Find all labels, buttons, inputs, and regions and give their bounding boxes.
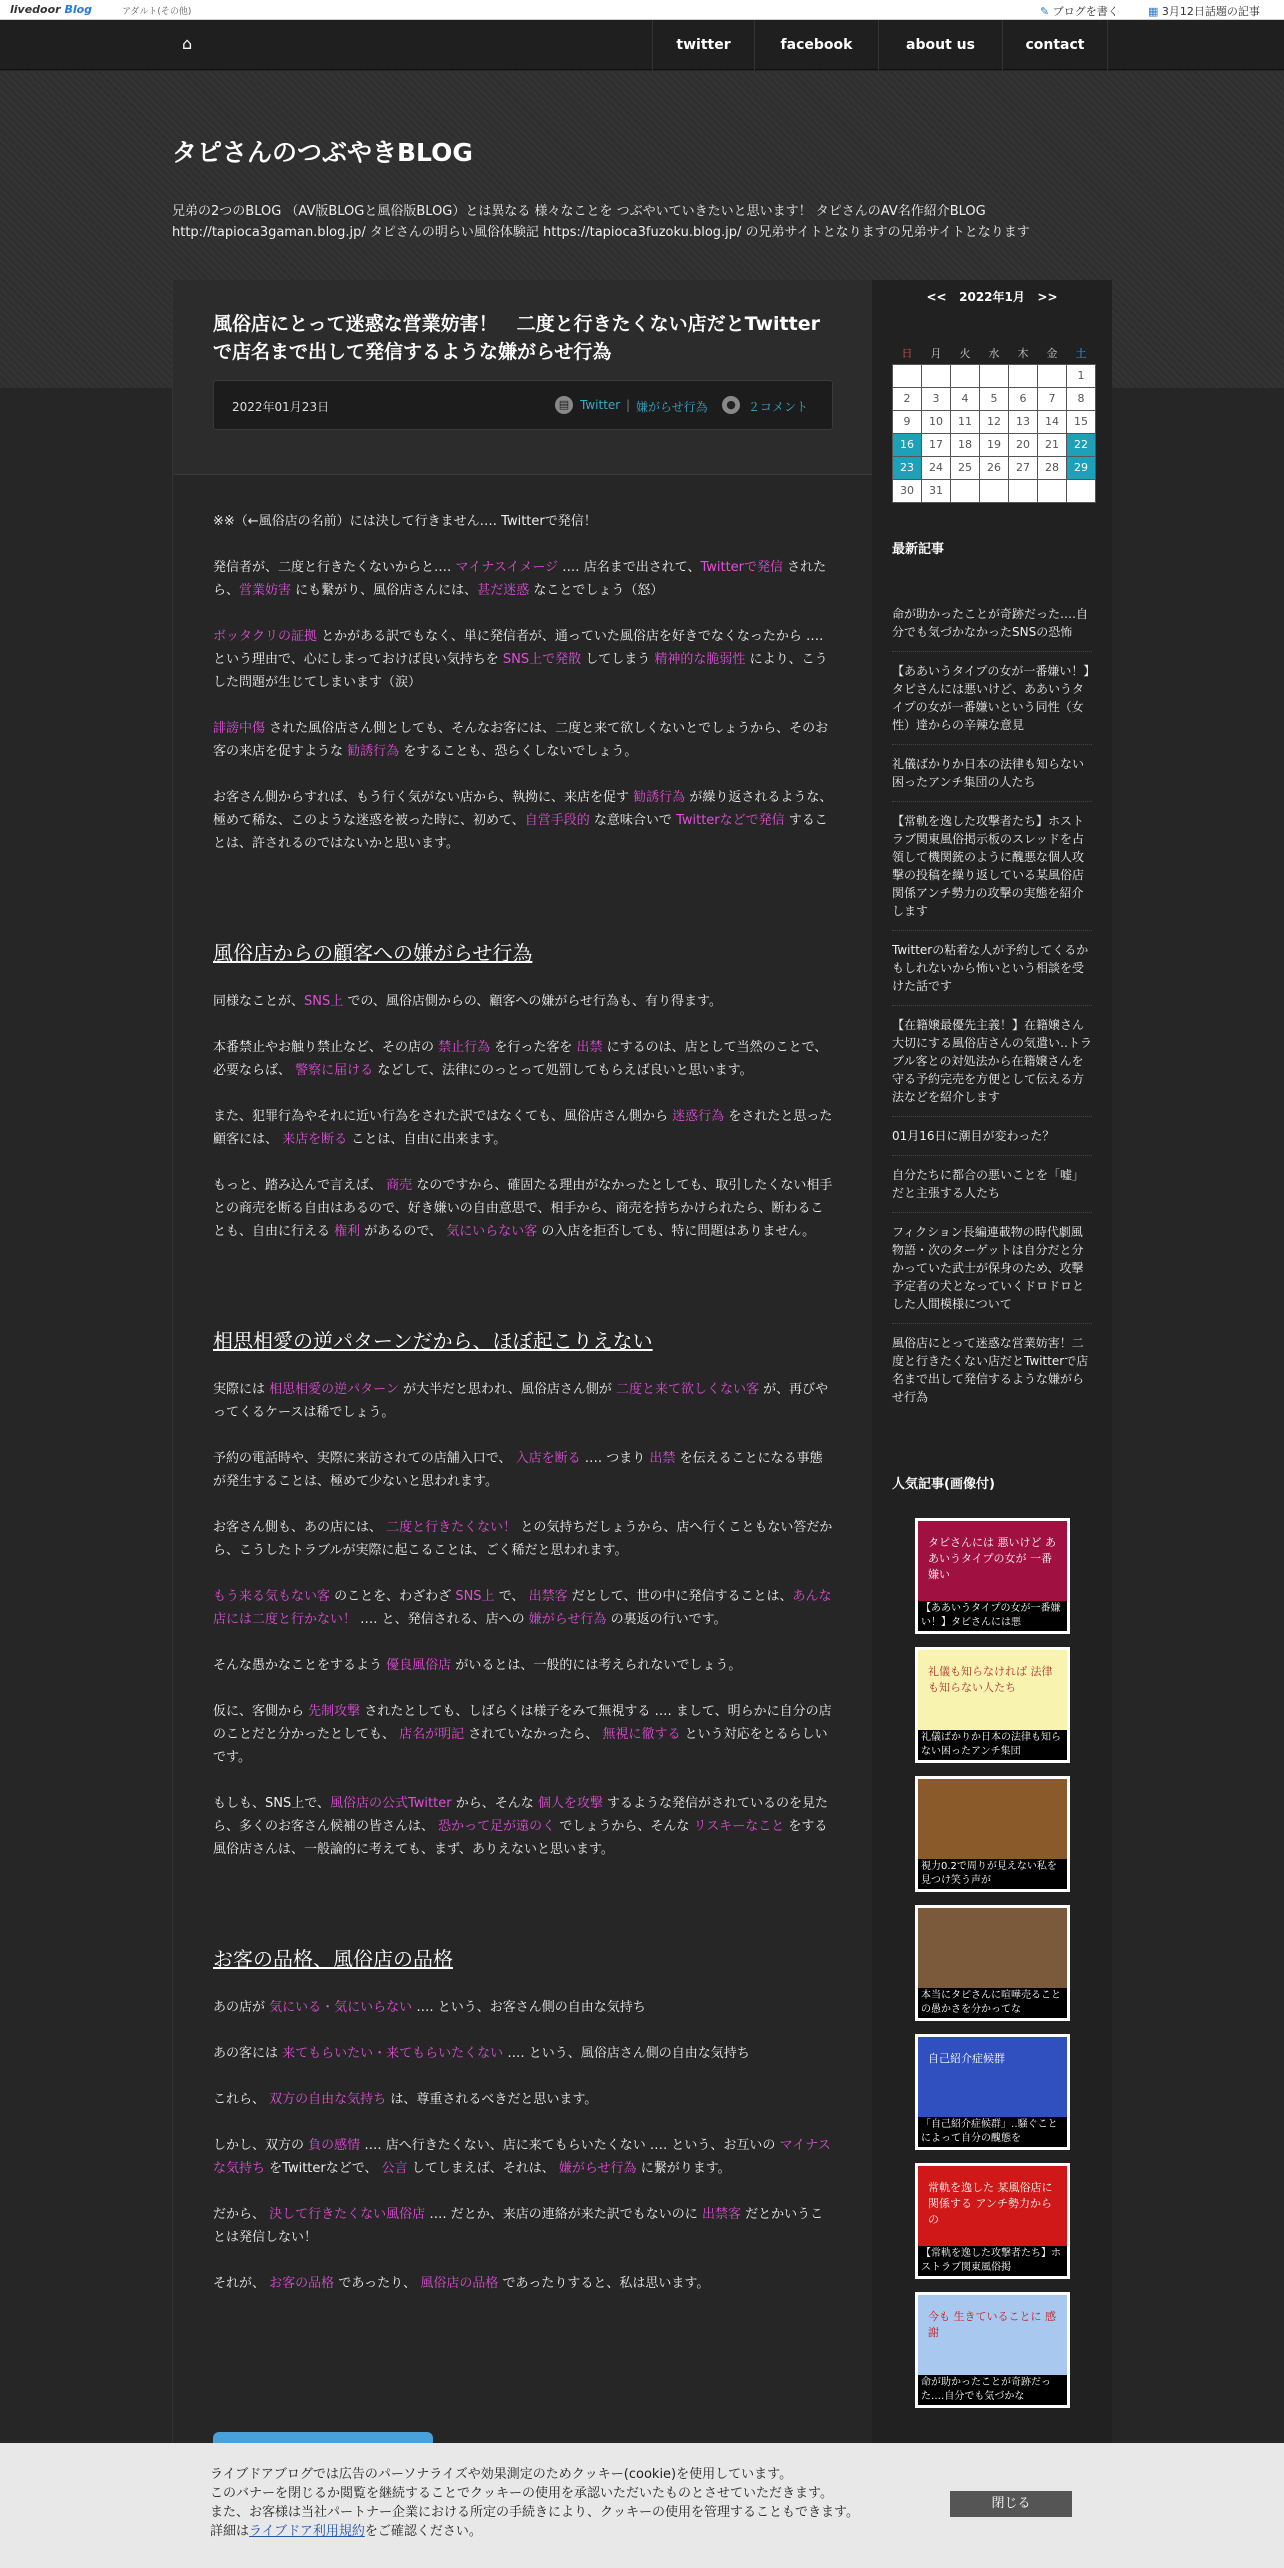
nav-contact[interactable]: contact xyxy=(1002,20,1108,70)
calendar-day[interactable]: 16 xyxy=(893,433,922,456)
popular-article-card[interactable] xyxy=(915,1776,1070,1892)
paragraph: あの店が 気にいる・気にいらない ‥‥ という、お客さん側の自由な気持ち xyxy=(213,2000,646,2015)
calendar-icon: ▦ xyxy=(1148,5,1159,18)
paragraph: もしも、SNS上で、風俗店の公式Twitter から、そんな 個人を攻撃 するような発信がされているのを見たら、多くのお客さん候補の皆さんは、 恐かって足が遠のく でしょうから、そんな リスキーなこと をする風俗店さんは、一般論的に考えても、まず、ありえないと思います。 xyxy=(213,1796,829,1857)
calendar-day: 26 xyxy=(980,456,1009,479)
thumbnail-image xyxy=(918,1650,1067,1730)
calendar-day: 13 xyxy=(1009,410,1038,433)
paragraph: 発信者が、二度と行きたくないからと‥‥ マイナスイメージ ‥‥ 店名まで出されて、Twitterで発信 されたら、営業妨害 にも繋がり、風俗店さんには、甚だ迷惑 なことでしょう（怒） xyxy=(213,560,827,598)
popular-article-card[interactable] xyxy=(915,2034,1070,2150)
recent-article-link[interactable]: 01月16日に潮目が変わった？ xyxy=(892,1116,1092,1155)
calendar-day: 31 xyxy=(922,479,951,502)
popular-article-card[interactable] xyxy=(915,2163,1070,2279)
cookie-line: ライブドアブログでは広告のパーソナライズや効果測定のためクッキー(cookie)を使用しています。 xyxy=(210,2467,793,2482)
blog-title[interactable]: タピさんのつぶやきBLOG xyxy=(172,138,473,167)
thumbnail-caption: 【ああいうタイプの女が一番嫌い！】タピさんには悪 xyxy=(918,1601,1067,1631)
article-column xyxy=(172,280,872,2568)
section-heading: 相思相愛の逆パターンだから、ほぼ起こりえない xyxy=(213,1329,653,1353)
recent-article-link[interactable]: 【常軌を逸した攻撃者たち】ホストラブ関東風俗掲示板のスレッドを占領して機関銃のように醜悪な個人攻撃の投稿を繰り返している某風俗店関係アンチ勢力の攻撃の実態を紹介します xyxy=(892,801,1092,930)
thumbnail-image xyxy=(918,2037,1067,2117)
recent-article-link[interactable]: 【在籍嬢最優先主義！】在籍嬢さん大切にする風俗店さんの気遣い‥トラブル客との対処法から在籍嬢さんを守る予約完売を方便として伝える方法などを紹介します xyxy=(892,1005,1092,1116)
recent-article-link[interactable]: 自分たちに都合の悪いことを「嘘」だと主張する人たち xyxy=(892,1155,1092,1212)
popular-article-card[interactable] xyxy=(915,1905,1070,2021)
thumbnail-text: 自己紹介症候群 xyxy=(928,2052,1005,2065)
paragraph: そんな愚かなことをするよう 優良風俗店 がいるとは、一般的には考えられないでしょう。 xyxy=(213,1658,742,1673)
home-icon[interactable]: ⌂ xyxy=(182,34,193,53)
calendar-empty xyxy=(980,479,1009,502)
paragraph: だから、 決して行きたくない風俗店 ‥‥ だとか、来店の連絡が来た訳でもないのに 出禁客 だとかいうことは発信しない！ xyxy=(213,2207,824,2245)
meta-separator: | xyxy=(626,398,631,412)
paragraph: もう来る気もない客 のことを、わざわざ SNS上 で、 出禁客 だとして、世の中に発信することは、あんな店には二度と行かない！ ‥‥ と、発信される、店への 嫌がらせ行為 の裏返の行いです。 xyxy=(213,1589,832,1627)
thumbnail-caption: 本当にタピさんに喧嘩売ることの愚かさを分かってな xyxy=(918,1988,1067,2018)
paragraph: お客さん側も、あの店には、 二度と行きたくない！ との気持ちだしょうから、店へ行くこともない答だから、こうしたトラブルが実際に起こることは、ごく稀だと思われます。 xyxy=(213,1520,833,1558)
recent-article-link[interactable]: 【ああいうタイプの女が一番嫌い！】タピさんには悪いけど、ああいうタイプの女が一番嫌いという同性（女性）達からの辛辣な意見 xyxy=(892,651,1092,744)
thumbnail-image xyxy=(918,1521,1067,1601)
calendar-day: 20 xyxy=(1009,433,1038,456)
calendar xyxy=(892,342,1096,503)
sidebar xyxy=(872,280,1112,2568)
cookie-line: このバナーを閉じるか閲覧を継続することでクッキーの使用を承認いただいたものとさせていただきます。 xyxy=(210,2486,833,2501)
recent-article-link[interactable]: 礼儀ばかりか日本の法律も知らない困ったアンチ集団の人たち xyxy=(892,744,1092,801)
calendar-next[interactable]: >> xyxy=(1037,290,1058,304)
calendar-day: 27 xyxy=(1009,456,1038,479)
calendar-empty xyxy=(951,479,980,502)
section-heading: お客の品格、風俗店の品格 xyxy=(213,1947,453,1971)
paragraph: ボッタクリの証拠 とかがある訳でもなく、単に発信者が、通っていた風俗店を好きでなくなったから ‥‥ という理由で、心にしまっておけば良い気持ちを SNS上で発散 してしまう 精神的な脆弱性 により、こうした問題が生じてしまいます（涙） xyxy=(213,629,828,690)
paragraph: 予約の電話時や、実際に来訪されての店舗入口で、 入店を断る ‥‥ つまり 出禁 を伝えることになる事態が発生することは、極めて少ないと思われます。 xyxy=(213,1451,823,1489)
thumbnail-caption: 礼儀ばかりか日本の法律も知らない困ったアンチ集団 xyxy=(918,1730,1067,1760)
calendar-day: 6 xyxy=(1009,387,1038,410)
popular-heading: 人気記事(画像付) xyxy=(892,1477,995,1492)
paragraph: ※※（←風俗店の名前）には決して行きません‥‥ Twitterで発信！ xyxy=(213,514,597,529)
cookie-banner xyxy=(0,2443,1284,2568)
article-date: 2022年01月23日 xyxy=(232,400,330,414)
comments-link[interactable]: ２コメント xyxy=(748,400,809,414)
paragraph: あの客には 来てもらいたい・来てもらいたくない ‥‥ という、風俗店さん側の自由な気持ち xyxy=(213,2046,750,2061)
recent-article-link[interactable]: Twitterの粘着な人が予約してくるかもしれないから怖いという相談を受けた話です xyxy=(892,930,1092,1005)
popular-article-card[interactable] xyxy=(915,1518,1070,1634)
calendar-day: 8 xyxy=(1067,387,1096,410)
thumbnail-image xyxy=(918,1908,1067,1988)
cookie-line: 詳細はライブドア利用規約をご確認ください。 xyxy=(210,2524,482,2539)
popular-list xyxy=(915,1518,1070,2421)
section-heading: 風俗店からの顧客への嫌がらせ行為 xyxy=(213,941,533,965)
calendar-prev[interactable]: << xyxy=(926,290,947,304)
calendar-empty xyxy=(951,364,980,387)
paragraph: これら、 双方の自由な気持ち は、尊重されるべきだと思います。 xyxy=(213,2092,598,2107)
popular-article-card[interactable] xyxy=(915,1647,1070,1763)
calendar-day: 25 xyxy=(951,456,980,479)
weekday-label: 月 xyxy=(930,346,942,360)
calendar-day: 14 xyxy=(1038,410,1067,433)
calendar-empty xyxy=(1038,479,1067,502)
thumbnail-text: 今も 生きていることに 感謝 xyxy=(928,2310,1056,2339)
recent-article-link[interactable]: フィクション長編連載物の時代劇風物語・次のターゲットは自分だと分かっていた武士が保身のため、攻撃予定者の犬となっていくドロドロとした人間模様について xyxy=(892,1212,1092,1323)
livedoor-logo[interactable] xyxy=(10,3,92,16)
weekday-label: 土 xyxy=(1075,346,1087,360)
paragraph: 本番禁止やお触り禁止など、その店の 禁止行為 を行った客を 出禁 にするのは、店として当然のことで、必要ならば、 警察に届ける などして、法律にのっとって処罰してもらえば良いと思います。 xyxy=(213,1040,828,1078)
paragraph: 仮に、客側から 先制攻撃 されたとしても、しばらくは様子をみて無視する ‥‥ まして、明らかに自分の店のことだと分かったとしても、 店名が明記 されていなかったら、 無視に徹する という対応をとるらしいです。 xyxy=(213,1704,832,1765)
comment-icon: ● xyxy=(722,396,740,414)
thumbnail-caption: 【常軌を逸した攻撃者たち】ホストラブ関東風俗掲 xyxy=(918,2246,1067,2276)
thumbnail-text: 常軌を逸した 某風俗店に関係する アンチ勢力からの xyxy=(928,2181,1053,2226)
topics-link[interactable] xyxy=(1148,3,1260,19)
calendar-day: 1 xyxy=(1067,364,1096,387)
paragraph: しかし、双方の 負の感情 ‥‥ 店へ行きたくない、店に来てもらいたくない ‥‥ という、お互いの マイナスな気持ち をTwitterなどで、 公言 してしまえば、それは、 嫌がらせ行為 に繋がります。 xyxy=(213,2138,831,2176)
popular-article-card[interactable] xyxy=(915,2292,1070,2408)
cookie-line: また、お客様は当社パートナー企業における所定の手続きにより、クッキーの使用を管理することもできます。 xyxy=(210,2505,859,2520)
weekday-label: 木 xyxy=(1017,346,1029,360)
article-header xyxy=(173,280,873,475)
paragraph: もっと、踏み込んで言えば、 商売 なのですから、確固たる理由がなかったとしても、取引したくない相手との商売を断る自由はあるので、好き嫌いの自由意思で、相手から、商売を持ちかけられたら、断わることも、自由に行える 権利 があるので、 気にいらない客 の入店を拒否しても、特に問題はありません。 xyxy=(213,1178,833,1239)
cookie-text xyxy=(210,2465,930,2541)
folder-icon: ▤ xyxy=(555,396,573,414)
calendar-empty xyxy=(1009,479,1038,502)
calendar-day: 11 xyxy=(951,410,980,433)
thumbnail-caption: 「自己紹介症候群」‥騒ぐことによって自分の醜態を xyxy=(918,2117,1067,2147)
calendar-day: 10 xyxy=(922,410,951,433)
article-meta xyxy=(213,380,833,430)
paragraph: 誹謗中傷 された風俗店さん側としても、そんなお客には、二度と来て欲しくないとでしょうから、そのお客の来店を促すような 勧誘行為 をすることも、恐らくしないでしょう。 xyxy=(213,721,829,759)
blog-description: 兄弟の2つのBLOG （AV版BLOGと風俗版BLOG）とは異なる 様々なことを つぶやいていきたいと思います！ タピさんのAV名作紹介BLOG http://tapioca3gaman.blog.jp/ タピさんの明らい風俗体験記 https://tapioca3fuzoku.blog.jp/ の兄弟サイトとなりますの兄弟サイトとなります xyxy=(172,204,1030,240)
thumbnail-caption: 視力0.2で周りが見えない私を見つけ笑う声が xyxy=(918,1859,1067,1889)
tag-link[interactable]: 嫌がらせ行為 xyxy=(636,400,708,414)
calendar-empty xyxy=(893,364,922,387)
nav-facebook[interactable]: facebook xyxy=(754,20,878,70)
recent-list xyxy=(892,595,1092,1416)
calendar-day: 3 xyxy=(922,387,951,410)
calendar-day: 30 xyxy=(893,479,922,502)
write-blog-link[interactable] xyxy=(1040,3,1119,19)
pencil-icon: ✎ xyxy=(1040,5,1050,18)
recent-article-link[interactable]: 命が助かったことが奇跡だった‥‥自分でも気づかなかったSNSの恐怖 xyxy=(892,607,1089,639)
thumbnail-image xyxy=(918,2166,1067,2246)
topics-label: 3月12日話題の記事 xyxy=(1161,5,1260,18)
calendar-day: 17 xyxy=(922,433,951,456)
calendar-day: 7 xyxy=(1038,387,1067,410)
calendar-day: 19 xyxy=(980,433,1009,456)
calendar-empty xyxy=(980,364,1009,387)
weekday-label: 水 xyxy=(988,346,1000,360)
thumbnail-image xyxy=(918,1779,1067,1859)
calendar-day[interactable]: 29 xyxy=(1067,456,1096,479)
calendar-day: 18 xyxy=(951,433,980,456)
calendar-day: 4 xyxy=(951,387,980,410)
logo-main: livedoor xyxy=(10,3,61,16)
thumbnail-text: タピさんには 悪いけど ああいうタイプの女が 一番嫌い xyxy=(928,1536,1056,1581)
calendar-day: 12 xyxy=(980,410,1009,433)
logo-blog: Blog xyxy=(64,3,93,16)
calendar-day: 21 xyxy=(1038,433,1067,456)
article-body xyxy=(213,510,835,2318)
livedoor-topbar xyxy=(0,0,1284,20)
calendar-header xyxy=(872,288,1112,305)
paragraph: 実際には 相思相愛の逆パターン が大半だと思われ、風俗店さん側が 二度と来て欲しくない客 が、再びやってくるケースは稀でしょう。 xyxy=(213,1382,829,1420)
category-link[interactable]: Twitter xyxy=(580,398,621,412)
write-blog-label: ブログを書く xyxy=(1052,5,1119,18)
thumbnail-caption: 命が助かったことが奇跡だった‥‥自分でも気づかな xyxy=(918,2375,1067,2405)
category-link[interactable]: アダルト(その他) xyxy=(122,7,192,17)
nav-about-us[interactable]: about us xyxy=(878,20,1002,70)
calendar-day: 5 xyxy=(980,387,1009,410)
article-title[interactable]: 風俗店にとって迷惑な営業妨害！ 二度と行きたくない店だとTwitterで店名まで出して発信するような嫌がらせ行為 xyxy=(213,313,820,363)
thumbnail-image xyxy=(918,2295,1067,2375)
weekday-label: 火 xyxy=(959,346,971,360)
paragraph: 同様なことが、SNS上 での、風俗店側からの、顧客への嫌がらせ行為も、有り得ます。 xyxy=(213,994,722,1009)
calendar-day[interactable]: 22 xyxy=(1067,433,1096,456)
cookie-close-button[interactable]: 閉じる xyxy=(950,2491,1072,2517)
calendar-day: 2 xyxy=(893,387,922,410)
paragraph: また、犯罪行為やそれに近い行為をされた訳ではなくても、風俗店さん側から 迷惑行為 をされたと思った顧客には、 来店を断る ことは、自由に出来ます。 xyxy=(213,1109,833,1147)
calendar-month: 2022年1月 xyxy=(959,290,1025,304)
calendar-empty xyxy=(1009,364,1038,387)
calendar-empty xyxy=(1038,364,1067,387)
calendar-day: 9 xyxy=(893,410,922,433)
thumbnail-text: 礼儀も知らなければ 法律も知らない人たち xyxy=(928,1665,1053,1694)
paragraph: それが、 お客の品格 であったり、 風俗店の品格 であったりすると、私は思います。 xyxy=(213,2276,710,2291)
weekday-label: 日 xyxy=(901,346,913,360)
weekday-label: 金 xyxy=(1046,346,1058,360)
recent-article-link[interactable]: 風俗店にとって迷惑な営業妨害！二度と行きたくない店だとTwitterで店名まで出して発信するような嫌がらせ行為 xyxy=(892,1323,1092,1416)
nav-twitter[interactable]: twitter xyxy=(652,20,754,70)
calendar-day: 24 xyxy=(922,456,951,479)
calendar-empty xyxy=(922,364,951,387)
calendar-day: 28 xyxy=(1038,456,1067,479)
recent-heading: 最新記事 xyxy=(892,542,945,557)
calendar-empty xyxy=(1067,479,1096,502)
calendar-day[interactable]: 23 xyxy=(893,456,922,479)
calendar-day: 15 xyxy=(1067,410,1096,433)
main-nav xyxy=(0,20,1284,70)
paragraph: お客さん側からすれば、もう行く気がない店から、執拗に、来店を促す 勧誘行為 が繰り返されるような、極めて稀な、このような迷惑を被った時に、初めて、自営手段的 な意味合いで Twitterなどで発信 することは、許されるのではないかと思います。 xyxy=(213,790,833,851)
terms-link[interactable]: ライブドア利用規約 xyxy=(249,2524,365,2539)
